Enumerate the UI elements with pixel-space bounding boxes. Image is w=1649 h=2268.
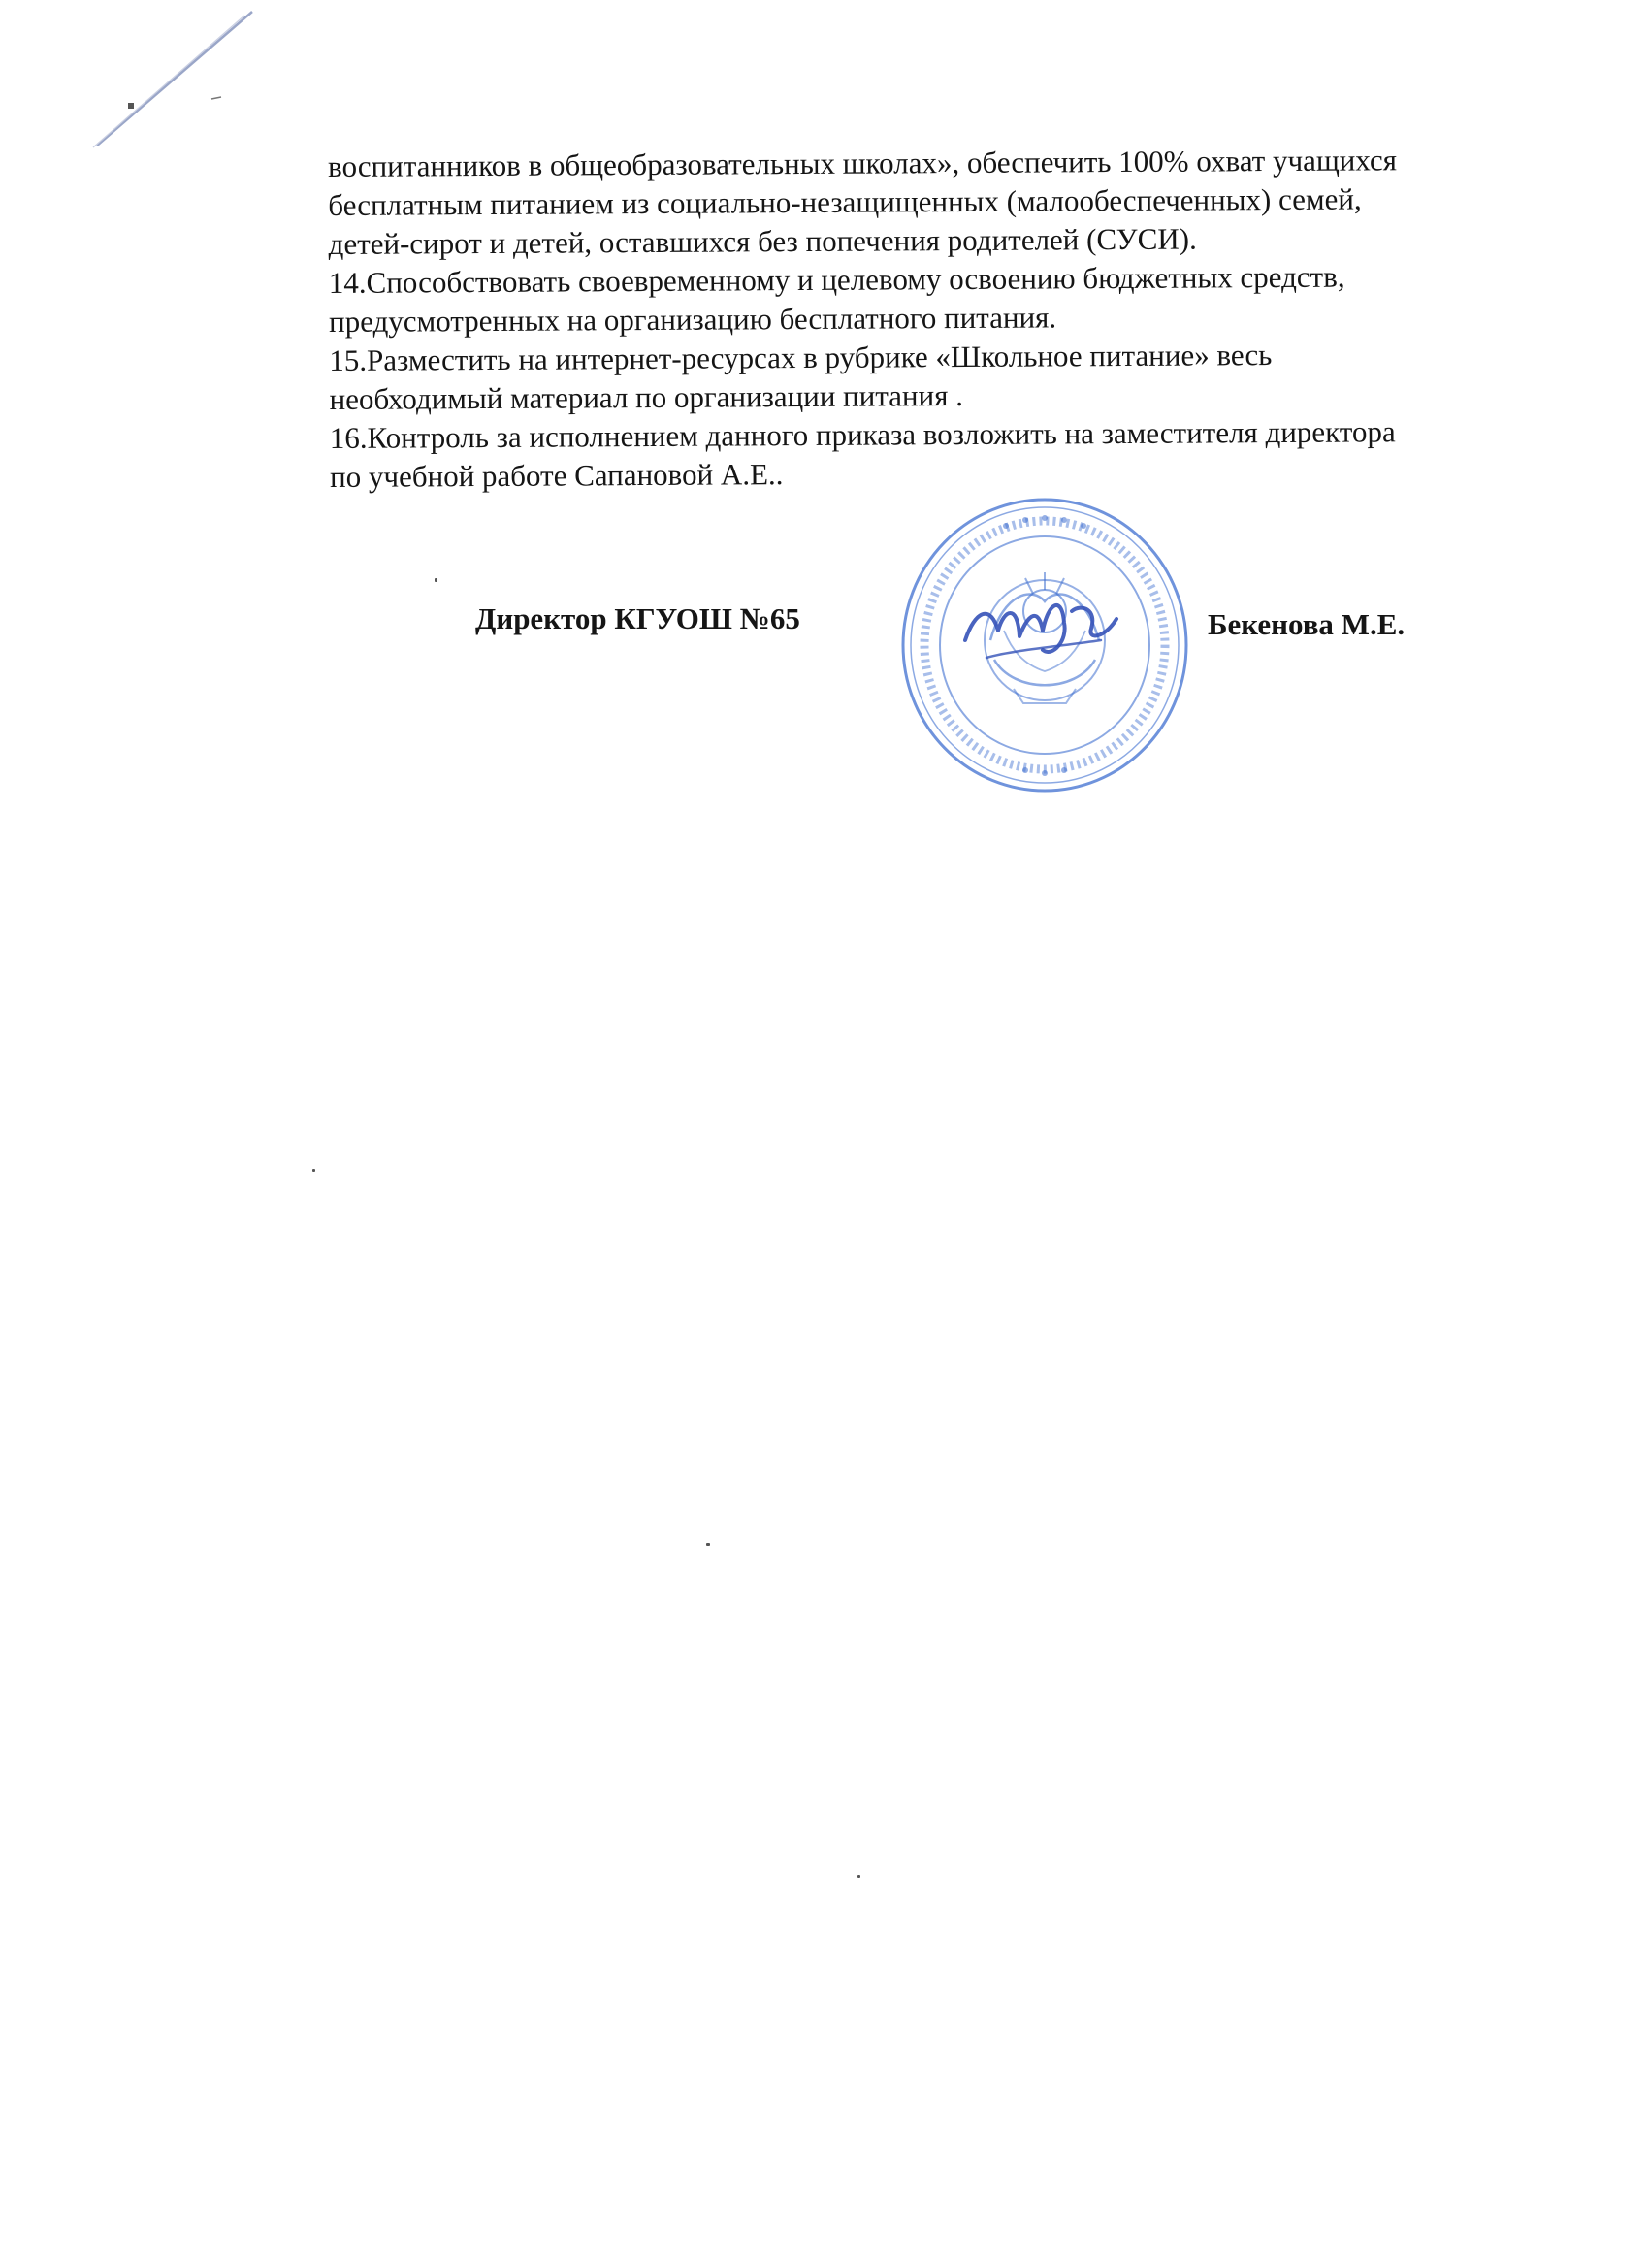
paragraph-item-16 xyxy=(330,411,1596,497)
scan-speck xyxy=(706,1543,710,1546)
paragraph-item-15 xyxy=(329,334,1595,419)
text-line: детей-сирот и детей, оставшихся без попечения родителей (СУСИ). xyxy=(328,221,1197,261)
scan-artifact-line xyxy=(68,10,262,155)
scan-speck xyxy=(312,1169,315,1172)
scan-speck xyxy=(435,578,437,582)
text-line: воспитанников в общеобразовательных школах», обеспечить 100% охват учащихся xyxy=(328,143,1398,183)
paragraph-item-14 xyxy=(329,256,1595,341)
text-line: бесплатным питанием из социально-незащищенных (малообеспеченных) семей, xyxy=(328,181,1362,222)
director-title: Директор КГУОШ №65 xyxy=(475,601,800,635)
official-seal-stamp xyxy=(897,495,1193,795)
text-line: 14.Способствовать своевременному и целевому освоению бюджетных средств, xyxy=(328,259,1345,300)
scan-speck xyxy=(857,1875,860,1878)
text-line: 16.Контроль за исполнением данного приказа возложить на заместителя директора xyxy=(329,414,1396,455)
paragraph-meals-coverage xyxy=(328,140,1595,264)
order-text xyxy=(328,140,1596,497)
text-line: предусмотренных на организацию бесплатного питания. xyxy=(328,300,1057,339)
director-name: Бекенова М.Е. xyxy=(1208,607,1406,641)
text-line: по учебной работе Сапановой А.Е.. xyxy=(329,457,784,494)
text-line: необходимый материал по организации питания . xyxy=(329,378,964,416)
text-line: 15.Разместить на интернет-ресурсах в рубрике «Школьное питание» весь xyxy=(329,338,1273,377)
